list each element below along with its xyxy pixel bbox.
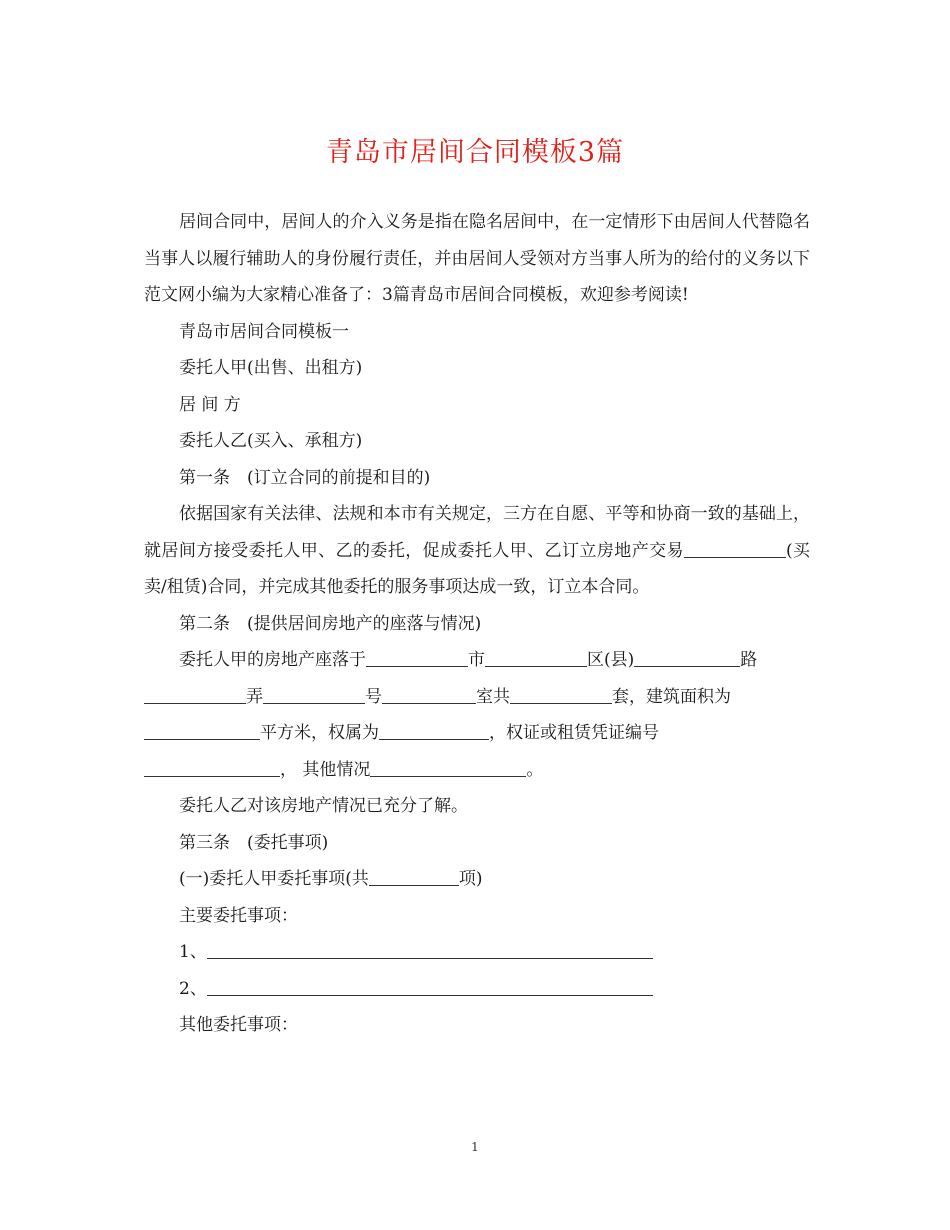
article-2-acknowledgement: 委托人乙对该房地产情况已充分了解。 <box>179 796 468 816</box>
article-2-text: 室共 <box>476 686 510 707</box>
blank-field <box>207 975 653 996</box>
blank-field <box>369 865 459 886</box>
intro-paragraph: 居间合同中，居间人的介入义务是指在隐名居间中，在一定情形下由居间人代替隐名当事人以履行辅助人的身份履行责任，并由居间人受领对方当事人所为的给付的义务以下范文网小编为大家精心准备了：3篇青岛市居间合同模板，欢迎参考阅读! <box>144 212 810 305</box>
main-items-label: 主要委托事项： <box>179 905 298 926</box>
article-2-line-4 <box>144 752 810 789</box>
item-number: 1、 <box>179 942 207 962</box>
article-2-text: 。 <box>526 759 544 780</box>
article-3-heading: 第三条 (委托事项) <box>179 832 329 853</box>
blank-field <box>510 683 612 704</box>
main-item-1 <box>144 934 810 971</box>
document-body <box>144 204 810 1044</box>
party-a-line: 委托人甲(出售、出租方) <box>179 358 363 378</box>
document-title: 青岛市居间合同模板3篇 <box>325 137 625 168</box>
blank-field <box>144 756 280 777</box>
article-2-text: 委托人甲的房地产座落于 <box>179 650 366 670</box>
article-2-text: ， 其他情况 <box>280 759 371 780</box>
template-title: 青岛市居间合同模板一 <box>179 321 349 342</box>
page-number: 1 <box>471 1140 479 1154</box>
blank-field <box>366 646 468 667</box>
blank-field <box>207 938 653 959</box>
blank-field <box>263 683 365 704</box>
article-3-text: (一)委托人甲委托事项(共 <box>179 869 369 889</box>
blank-field <box>684 537 786 558</box>
item-number: 2、 <box>179 978 207 999</box>
article-2-line-1 <box>144 642 810 679</box>
broker-line: 居 间 方 <box>179 394 241 415</box>
article-2-text: 路 <box>740 650 758 670</box>
party-b-line: 委托人乙(买入、承租方) <box>179 431 363 451</box>
article-2-heading: 第二条 (提供居间房地产的座落与情况) <box>179 613 482 634</box>
article-2-line-3 <box>144 715 810 752</box>
blank-field <box>379 719 489 740</box>
article-2-text: 套，建筑面积为 <box>612 686 731 707</box>
blank-field <box>485 646 587 667</box>
article-2-text: ，权证或租赁凭证编号 <box>489 723 659 743</box>
main-item-2 <box>144 971 810 1008</box>
article-3-sub-1 <box>144 861 810 898</box>
blank-field <box>144 683 246 704</box>
other-items-label: 其他委托事项： <box>179 1015 298 1035</box>
article-1-paragraph <box>144 496 810 606</box>
blank-field <box>634 646 740 667</box>
blank-field <box>370 756 526 777</box>
article-1-text-b: (买卖/租赁)合同，并完成其他委托的服务事项达成一致，订立本合同。 <box>144 540 811 597</box>
blank-field <box>144 719 260 740</box>
article-1-text-a: 依据国家有关法律、法规和本市有关规定，三方在自愿、平等和协商一致的基础上，就居间方接受委托人甲、乙的委托，促成委托人甲、乙订立房地产交易 <box>144 504 810 561</box>
article-1-heading: 第一条 (订立合同的前提和目的) <box>179 467 431 488</box>
article-2-text: 区(县) <box>587 650 635 670</box>
blank-field <box>382 683 476 704</box>
article-2-text: 号 <box>365 686 382 707</box>
article-2-text: 市 <box>468 650 485 670</box>
article-3-text: 项) <box>458 869 483 889</box>
article-2-text: 平方米，权属为 <box>260 723 379 743</box>
article-2-line-2 <box>144 679 810 716</box>
article-2-text: 弄 <box>246 686 263 707</box>
